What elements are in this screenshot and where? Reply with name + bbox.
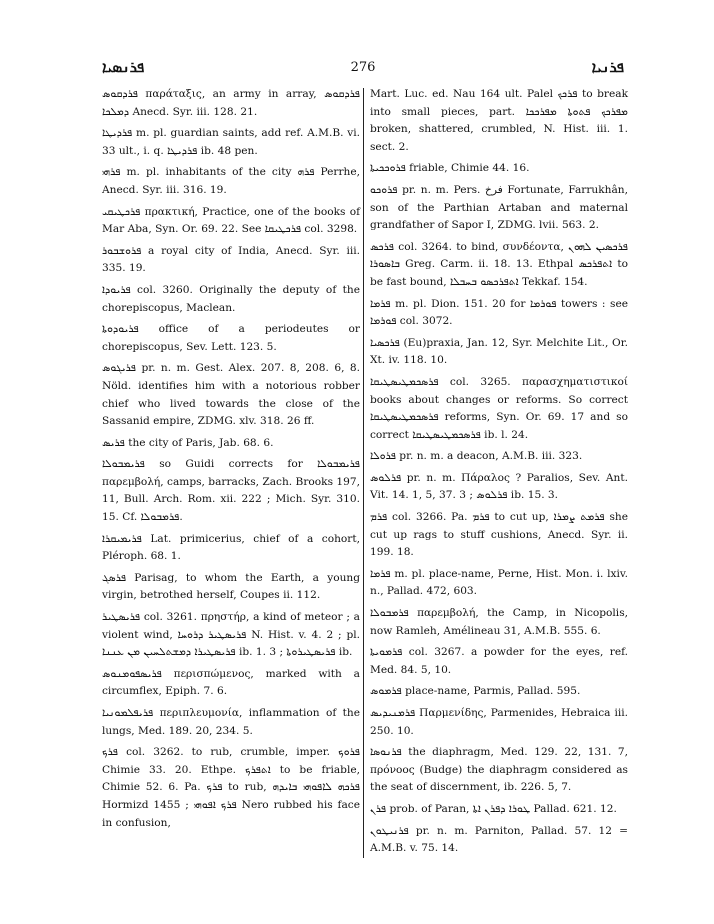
entry-text: ܦܪܝܡܒܘܠܐ so Guidi corrects for ܦܪܝܡܒܘܠܐ παρεμβολή, camps, barracks, Zach. Brooks 197, 11, Bull. Arch. Rom. xii. 222 ; Mich. Syr. 310. 15. Cf. ܦܪܡܒܘܠܐ. — [102, 458, 360, 524]
dictionary-entry — [370, 744, 628, 797]
dictionary-entry — [370, 448, 628, 466]
dictionary-entry — [370, 566, 628, 601]
dictionary-entry — [102, 321, 360, 356]
dictionary-entry — [370, 683, 628, 701]
entry-text: ܦܪܣܟܡܛܝܣܛܝܩܐ col. 3265. παρασχηματιστικοί books about changes or reforms. So correct ܦܪܣܟܡܛܝܣܛܝܩܐ reforms, Syn. Or. 69. 17 and so correct ܦܪܣܟܡܛܝܣܛܝܩܐ ib. l. 24. — [370, 375, 628, 441]
entry-text: ܦܪܝܓܘܣ pr. n. m. Gest. Alex. 207. 8, 208. 6, 8. Nöld. identifies him with a notorious robber chief who lived towards the close of the Sassanid empire, ZDMG. xlv. 318. 26 ff. — [102, 362, 360, 428]
dictionary-entry — [102, 744, 360, 832]
dictionary-entry — [370, 182, 628, 235]
dictionary-entry — [370, 509, 628, 562]
entry-text: ܦܪܢ prob. of Paran, ܛܘܪܐ ܕܦܪܢ ܐܬܐ Pallad. 621. 12. — [370, 802, 617, 815]
entry-text: ܦܪܕܝܛܐ m. pl. guardian saints, add ref. A.M.B. vi. 33 ult., i. q. ܦܪܕܝܛܐ ib. 48 pen. — [102, 127, 360, 157]
entry-text: ܦܪܡܐ m. pl. place-name, Perne, Hist. Mon. i. lxiv. n., Pallad. 472, 603. — [370, 567, 628, 598]
dictionary-entry — [370, 823, 628, 858]
entry-text: ܦܪܠܘܣ pr. n. m. Πάραλος ? Paralios, Sev. Ant. Vit. 14. 1, 5, 37. 3 ; ܦܪܠܘܣ ib. 15. 3. — [370, 471, 628, 502]
entry-text: ܦܪܟܣ col. 3264. to bind, συνδέοντα, ܦܪܟܣܝܢ ܠܗܘܢ ܒܐܣܘܪܐ Greg. Carm. ii. 18. 13. Ethpal ܐܬܦܪܟܣ to be fast bound, ܐܬܦܪܟܣܘ ܒܚܒܠܐ Tekkaf. 154. — [370, 240, 629, 288]
entry-text: ܦܪܡܘܝܬܐ col. 3267. a powder for the eyes, ref. Med. 84. 5, 10. — [370, 646, 628, 676]
dictionary-entry — [102, 570, 360, 605]
dictionary-entry — [370, 705, 628, 740]
entry-text: ܦܪܘܟܘ pr. n. m. Pers. فرخ Fortunate, Farrukhân, son of the Parthian Artaban and maternal grandfather of Sapor I, ZDMG. lvii. 563. 2. — [370, 183, 628, 232]
dictionary-entry — [370, 86, 628, 156]
entry-text: ܦܪܡܒܘܠܐ παρεμβολή, the Camp, in Nicopolis, now Ramleh, Amélineau 31, A.M.B. 555. 6. — [370, 607, 628, 637]
dictionary-entry — [102, 164, 360, 199]
entry-text: ܦܪܝܣ the city of Paris, Jab. 68. 6. — [102, 436, 274, 449]
entry-text: ܦܪܟܛܝܩܝ πρακτική, Practice, one of the books of Mar Aba, Syn. Or. 69. 22. See ܦܪܟܛܝܩܐ col. 3298. — [102, 205, 360, 236]
entry-text: ܦܪܝܣܛܝܪ col. 3261. πρηστήρ, a kind of meteor ; a violent wind, ܦܪܝܣܛܝܪ ܕܪܘܚܐ N. Hist. v. 4. 2 ; pl. ܦܪܝܣܛܝܪܐ ܕܡܫܬܠܚܝܢ ܡܢ ܥܢܢܐ ib. 1. 3 ; ܦܪܝܣܛܝܪܘܬܐ ib. — [102, 611, 360, 659]
entry-text: ܦܪܝܘܕܐ col. 3260. Originally the deputy of the chorepiscopus, Maclean. — [102, 283, 360, 314]
right-running-headword: ܦܪܢܝܐ — [591, 58, 624, 76]
dictionary-entry — [102, 531, 360, 566]
page-number: 276 — [350, 60, 376, 75]
entry-text: ܦܪܡܢܝܕܝܣ Παρμενίδης, Parmenides, Hebraica iii. 250. 10. — [370, 707, 628, 737]
entry-text: ܦܪܗܝ m. pl. inhabitants of the city ܦܪܗ Perrhe, Anecd. Syr. iii. 316. 19. — [102, 166, 360, 196]
right-column — [370, 86, 628, 862]
entry-text: ܦܪܡ col. 3266. Pa. ܦܪܡ to cut up, ܦܪܡܬ ܨܡܪܐ she cut up rags to stuff cushions, Anecd. Syr. ii. 199. 18. — [370, 511, 628, 559]
left-column — [102, 86, 360, 836]
dictionary-entry — [102, 243, 360, 278]
entry-text: ܦܪܡܘܣ place-name, Parmis, Pallad. 595. — [370, 685, 581, 698]
dictionary-entry — [370, 335, 628, 370]
dictionary-entry — [102, 456, 360, 526]
entry-text: ܦܪܢܝܛܘܢ pr. n. m. Parniton, Pallad. 57. 12 = A.M.B. v. 75. 14. — [370, 824, 628, 855]
entry-text: ܦܪܡܐ m. pl. Dion. 151. 20 for ܦܘܪܡܐ towers : see ܦܘܪܡܐ col. 3072. — [370, 297, 628, 328]
entry-text: ܦܪܣܓ Parisag, to whom the Earth, a young virgin, betrothed herself, Coupes ii. 112. — [102, 571, 360, 602]
entry-text: ܦܪܘܠܐ pr. n. m. a deacon, A.M.B. iii. 323. — [370, 450, 583, 463]
entry-text: ܦܪܢܘܣܐ the diaphragm, Med. 129. 22, 131. 7, πρόνοος (Budge) the diaphragm considered as the seat of discernment, ib. 226. 5, 7. — [370, 746, 628, 794]
entry-text: ܦܪܝܣܦܘܡܢܘܣ περισπώμενος, marked with a circumflex, Epiph. 7. 6. — [102, 667, 360, 698]
entry-text: ܦܪܝܡܝܩܪܐ Lat. primicerius, chief of a cohort, Pléroph. 68. 1. — [102, 532, 360, 563]
dictionary-entry — [370, 239, 628, 292]
running-header — [102, 58, 624, 84]
column-divider — [363, 88, 364, 858]
dictionary-entry — [102, 86, 360, 121]
left-running-headword: ܦܪܢܣܝܐ — [102, 58, 145, 76]
dictionary-entry — [102, 125, 360, 160]
dictionary-entry — [102, 435, 360, 453]
dictionary-entry — [370, 801, 628, 819]
entry-text: ܦܪܟ col. 3262. to rub, crumble, imper. ܦܪܘܟ Chimie 33. 20. Ethpe. ܐܬܦܪܟ to be friable, Chimie 52. 6. Pa. ܦܪܟ to rub, ܦܪܟܗ ܠܐܦܘܗܝ ܒܐܝܕܗ Hormizd 1455 ; ܦܪܟ ܐܦܘܗܝ Nero rubbed his face in confusion, — [102, 746, 360, 829]
dictionary-entry — [370, 374, 628, 444]
dictionary-entry — [370, 605, 628, 640]
dictionary-entry — [370, 644, 628, 679]
entry-text: ܦܪܘܫܒܘܪ a royal city of India, Anecd. Syr. iii. 335. 19. — [102, 244, 360, 275]
dictionary-entry — [102, 609, 360, 662]
dictionary-entry — [102, 666, 360, 701]
entry-text: ܦܪܝܦܠܡܘܢܝܐ περιπλευμονία, inflammation of the lungs, Med. 189. 20, 234. 5. — [102, 707, 360, 737]
dictionary-entry — [370, 470, 628, 505]
dictionary-entry — [102, 360, 360, 430]
dictionary-entry — [102, 204, 360, 239]
dictionary-entry — [102, 282, 360, 317]
entry-text: ܦܪܕܩܘܣ παράταξις, an army in array, ܦܪܕܩܘܣ ܕܡܠܟܐ Anecd. Syr. iii. 128. 21. — [102, 88, 360, 118]
dictionary-entry — [370, 296, 628, 331]
entry-text: ܦܪܝܘܕܘܬܐ office of a periodeutes or chorepiscopus, Sev. Lett. 123. 5. — [102, 323, 360, 353]
entry-text: Mart. Luc. ed. Nau 164 ult. Palel ܦܪܟܟ to break into small pieces, part. ܡܦܪܟܟ ܦܬܘܬܐ ܡܦܪܟܟܐ broken, shattered, crumbled, N. Hist. iii. 1. sect. 2. — [370, 88, 629, 153]
dictionary-entry — [370, 160, 628, 178]
dictionary-entry — [102, 705, 360, 740]
entry-text: ܦܪܘܟܟܝܬܐ friable, Chimie 44. 16. — [370, 162, 530, 175]
entry-text: ܦܪܟܣܝܐ (Eu)praxia, Jan. 12, Syr. Melchite Lit., Or. Xt. iv. 118. 10. — [370, 336, 628, 367]
